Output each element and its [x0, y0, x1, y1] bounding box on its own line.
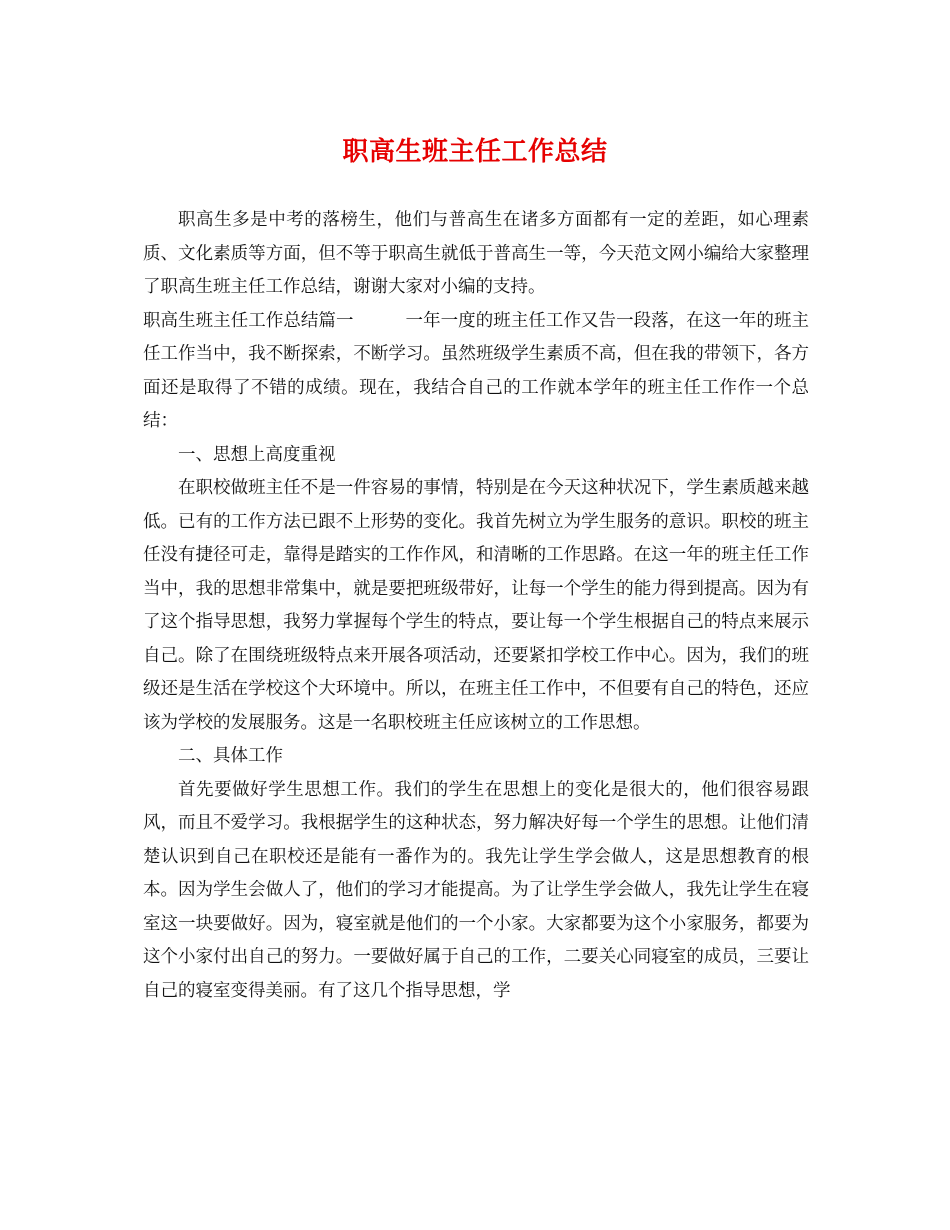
- section1-paragraph: 在职校做班主任不是一件容易的事情，特别是在今天这种状况下，学生素质越来越低。已有的工作方法已跟不上形势的变化。我首先树立为学生服务的意识。职校的班主任没有捷径可走，靠得是踏实的工作作风，和清晰的工作思路。在这一年的班主任工作当中，我的思想非常集中，就是要把班级带好，让每一个学生的能力得到提高。因为有了这个指导思想，我努力掌握每个学生的特点，要让每一个学生根据自己的特点来展示自己。除了在围绕班级特点来开展各项活动，还要紧扣学校工作中心。因为，我们的班级还是生活在学校这个大环境中。所以，在班主任工作中，不但要有自己的特色，还应该为学校的发展服务。这是一名职校班主任应该树立的工作思想。: [143, 478, 809, 733]
- document-body: [143, 204, 809, 1008]
- section2-heading: 二、具体工作: [178, 746, 283, 766]
- part1-label: 职高生班主任工作总结篇一: [143, 310, 354, 331]
- part1-paragraph: [143, 305, 809, 439]
- section1-heading: 一、思想上高度重视: [178, 444, 336, 465]
- document-title: 职高生班主任工作总结: [342, 137, 608, 167]
- section2-paragraph: 首先要做好学生思想工作。我们的学生在思想上的变化是很大的，他们很容易跟风，而且不爱学习。我根据学生的这种状态，努力解决好每一个学生的思想。让他们清楚认识到自己在职校还是能有一番作为的。我先让学生学会做人，这是思想教育的根本。因为学生会做人了，他们的学习才能提高。为了让学生学会做人，我先让学生在寝室这一块要做好。因为，寝室就是他们的一个小家。大家都要为这个小家服务，都要为这个小家付出自己的努力。一要做好属于自己的工作，二要关心同寝室的成员，三要让自己的寝室变得美丽。有了这几个指导思想，学: [143, 779, 809, 1001]
- part1-text: 一年一度的班主任工作又告一段落，在这一年的班主任工作当中，我不断探索，不断学习。虽然班级学生素质不高，但在我的带领下，各方面还是取得了不错的成绩。现在，我结合自己的工作就本学年的班主任工作作一个总结：: [143, 310, 809, 431]
- intro-paragraph: 职高生多是中考的落榜生，他们与普高生在诸多方面都有一定的差距，如心理素质、文化素质等方面，但不等于职高生就低于普高生一等，今天范文网小编给大家整理了职高生班主任工作总结，谢谢大家对小编的支持。: [143, 210, 809, 297]
